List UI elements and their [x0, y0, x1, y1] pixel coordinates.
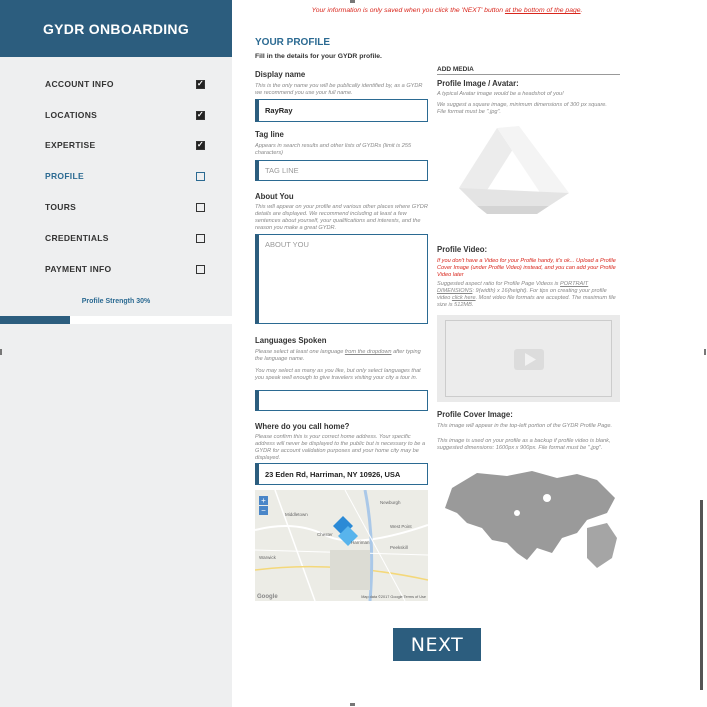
- about-label: About You: [255, 192, 294, 201]
- home-map[interactable]: [255, 490, 428, 601]
- step-payment-info[interactable]: [45, 261, 205, 277]
- languages-input[interactable]: [255, 390, 428, 411]
- tag-line-label: Tag line: [255, 130, 284, 139]
- languages-help-2: You may select as many as you like, but only select languages that you speak well enough to give travelers visiting your city a tour in.: [255, 368, 421, 381]
- home-label: Where do you call home?: [255, 422, 350, 431]
- play-icon: [446, 321, 613, 398]
- checkbox-empty-icon: [196, 203, 205, 212]
- step-label: LOCATIONS: [45, 110, 98, 120]
- scrollbar[interactable]: [700, 500, 703, 690]
- brand-title: GYDR ONBOARDING: [0, 0, 232, 57]
- step-label: PAYMENT INFO: [45, 264, 112, 274]
- cover-help-2: This image is used on your profile as a backup if profile video is blank, suggested dimensions: 1600px x 900px. File format must be ".jpg".: [437, 438, 611, 451]
- frame-marker: [704, 349, 706, 355]
- save-notice-text: Your information is only saved when you click the 'NEXT' button: [311, 7, 505, 14]
- page-subtitle: Fill in the details for your GYDR profile.: [255, 53, 382, 60]
- step-label: CREDENTIALS: [45, 233, 109, 243]
- zoom-out-button[interactable]: −: [259, 506, 268, 515]
- profile-strength-bar: [0, 316, 232, 324]
- checkbox-empty-icon: [196, 265, 205, 274]
- video-warning: If you don't have a Video for your Profile handy, it's ok... Upload a Profile Cover Image (under Profile Video) instead, and you can add your Profile Video later: [437, 258, 616, 278]
- notice-period: .: [580, 7, 583, 14]
- languages-label: Languages Spoken: [255, 336, 327, 345]
- avatar-help: A typical Avatar image would be a headshot of you!: [437, 91, 564, 97]
- cover-label: Profile Cover Image:: [437, 410, 513, 419]
- map-label: Warwick: [259, 555, 276, 560]
- step-locations[interactable]: [45, 107, 205, 123]
- frame-marker: [350, 0, 355, 3]
- onboarding-sidebar: [0, 0, 232, 707]
- google-logo: Google: [257, 594, 278, 600]
- checkbox-checked-icon: ✓: [197, 140, 205, 149]
- avatar-label: Profile Image / Avatar:: [437, 79, 519, 88]
- avatar-upload[interactable]: [437, 118, 577, 228]
- display-name-input[interactable]: RayRay: [255, 99, 428, 122]
- languages-help-post: after typing the language name.: [255, 349, 421, 362]
- checkbox-checked-icon: ✓: [197, 79, 205, 88]
- checkbox-empty-icon: [196, 234, 205, 243]
- profile-strength-label: Profile Strength 30%: [81, 298, 151, 305]
- video-help-pre: Suggested aspect ratio for Profile Page Videos is: [437, 281, 561, 287]
- video-help-post: . Most video file formats are accepted. The maximum file size is 512MB.: [437, 295, 616, 308]
- map-label: Peekskill: [390, 545, 408, 550]
- step-credentials[interactable]: [45, 230, 205, 246]
- frame-marker: [350, 703, 355, 706]
- checkbox-empty-icon: [196, 172, 205, 181]
- avatar-help-2: We suggest a square image, minimum dimensions of 300 px square. File format must be ".jpg".: [437, 102, 607, 115]
- step-profile[interactable]: [45, 168, 205, 184]
- map-attribution[interactable]: Map data ©2017 Google Terms of Use: [361, 595, 426, 599]
- profile-strength-fill: [0, 316, 70, 324]
- page-title: YOUR PROFILE: [255, 37, 331, 48]
- video-help: [437, 281, 620, 309]
- languages-help: [255, 349, 428, 363]
- step-label: EXPERTISE: [45, 140, 96, 150]
- save-notice: [232, 7, 662, 14]
- step-tours[interactable]: [45, 199, 205, 215]
- step-account-info[interactable]: [45, 76, 205, 92]
- bottom-link[interactable]: at the bottom of the page: [504, 7, 581, 14]
- display-name-help: This is the only name you will be publically identified by, as a GYDR we recommend you use your full name.: [255, 83, 423, 96]
- video-label: Profile Video:: [437, 245, 488, 254]
- portrait-dimensions-link[interactable]: PORTRAIT DIMENSIONS: [437, 281, 589, 294]
- home-help: Please confirm this is your correct home address. Your specific address will never be displayed to the public but is necessary to be a GYDR for account validation purposes and your home city may be displayed.: [255, 434, 426, 461]
- step-label: ACCOUNT INFO: [45, 79, 114, 89]
- map-label: West Point: [390, 524, 412, 529]
- languages-help-pre: Please select at least one language: [255, 349, 345, 355]
- step-label: TOURS: [45, 202, 77, 212]
- map-label: Middletown: [285, 512, 308, 517]
- map-label: Chester: [317, 532, 333, 537]
- map-label: Newburgh: [380, 500, 401, 505]
- cover-help: This image will appear in the top-left portion of the GYDR Profile Page.: [437, 423, 613, 429]
- map-label: Harriman: [351, 540, 370, 545]
- home-address-input[interactable]: 23 Eden Rd, Harriman, NY 10926, USA: [255, 463, 428, 485]
- about-textarea[interactable]: ABOUT YOU: [255, 234, 428, 324]
- add-media-header: ADD MEDIA: [437, 66, 620, 75]
- gydr-logo-icon: [437, 118, 577, 228]
- video-help-mid: : 9(width) x 16(height). For tips on creating your profile video: [437, 288, 607, 301]
- click-here-link[interactable]: click here: [451, 295, 476, 301]
- world-map-image: [437, 468, 620, 570]
- step-expertise[interactable]: [45, 137, 205, 153]
- frame-marker: [0, 349, 2, 355]
- dropdown-link[interactable]: from the dropdown: [344, 349, 392, 355]
- zoom-in-button[interactable]: +: [259, 496, 268, 505]
- checkbox-checked-icon: ✓: [197, 110, 205, 119]
- cover-image-upload[interactable]: [437, 468, 620, 570]
- video-placeholder: [445, 320, 612, 397]
- display-name-label: Display name: [255, 70, 306, 79]
- about-help: This will appear on your profile and various other places where GYDR details are displayed. We recommend including at least a few sentences about yourself, your qualifications and interests, and the reason you make a great GYDR.: [255, 204, 428, 231]
- next-button[interactable]: NEXT: [393, 628, 481, 661]
- step-label: PROFILE: [45, 171, 84, 181]
- tag-line-help: Appears in search results and other lists of GYDRs (limit is 255 characters): [255, 143, 412, 156]
- video-upload[interactable]: [437, 315, 620, 402]
- tag-line-input[interactable]: TAG LINE: [255, 160, 428, 181]
